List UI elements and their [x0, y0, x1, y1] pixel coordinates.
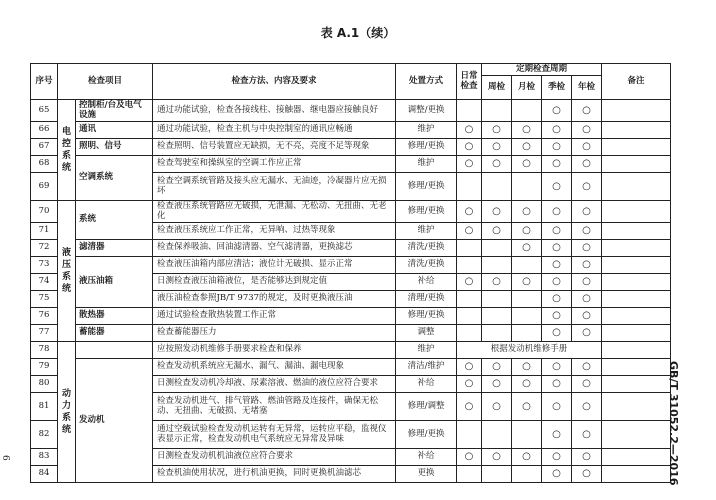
check-method: 日测检查发动机机油液位应符合要求: [153, 449, 396, 466]
circle-mark-icon: ○: [492, 451, 501, 463]
action: 清洁/维护: [396, 359, 457, 376]
remark-cell: [602, 274, 671, 291]
mark-monthly: [512, 466, 542, 483]
circle-mark-icon: ○: [522, 451, 531, 463]
mark-quarterly: [542, 359, 572, 376]
circle-mark-icon: ○: [492, 141, 501, 153]
circle-mark-icon: ○: [464, 400, 474, 412]
action: 维护: [396, 223, 457, 240]
row-number: 71: [31, 223, 58, 240]
circle-mark-icon: ○: [464, 276, 474, 288]
mark-quarterly: [542, 201, 572, 223]
mark-quarterly: [542, 393, 572, 421]
check-item: 发动机: [76, 359, 153, 483]
header-daily: 日常检查: [457, 64, 482, 100]
table-row: [31, 156, 671, 173]
mark-monthly: [512, 223, 542, 240]
mark-quarterly: [542, 240, 572, 257]
circle-mark-icon: ○: [492, 225, 501, 237]
table-row: [31, 122, 671, 139]
check-method: 检查照明、信号装置应无缺损，无不亮，亮度不足等现象: [153, 139, 396, 156]
row-number: 67: [31, 139, 58, 156]
mark-yearly: [572, 100, 602, 122]
mark-daily: [457, 100, 482, 122]
remark-cell: [602, 449, 671, 466]
circle-mark-icon: ○: [522, 158, 531, 170]
system-char: 液: [61, 247, 71, 258]
header-item: 检查项目: [58, 64, 153, 100]
mark-yearly: [572, 240, 602, 257]
circle-mark-icon: ○: [582, 428, 591, 440]
action: 维护: [396, 156, 457, 173]
circle-mark-icon: ○: [552, 225, 561, 237]
remark-cell: [602, 156, 671, 173]
check-method: 检查空调系统管路及接头应无漏水、无油迹，冷凝器片应无损坏: [153, 173, 396, 201]
remark-cell: [602, 308, 671, 325]
mark-daily: [457, 257, 482, 274]
mark-yearly: [572, 466, 602, 483]
mark-quarterly: [542, 466, 572, 483]
system-char: 系: [61, 413, 71, 423]
action: 补给: [396, 376, 457, 393]
check-method: 通过功能试验，检查各接线柱、接触器、继电器应接触良好: [153, 100, 396, 122]
header-yearly: 年检: [572, 76, 602, 100]
check-item: 照明、信号: [76, 139, 153, 156]
mark-monthly: [512, 100, 542, 122]
mark-weekly: [482, 325, 512, 342]
action: 调整: [396, 325, 457, 342]
circle-mark-icon: ○: [582, 327, 591, 339]
row-number: 81: [31, 393, 58, 421]
standard-number: GB/T 31052.2—2016: [667, 361, 680, 486]
mark-yearly: [572, 449, 602, 466]
mark-weekly: [482, 449, 512, 466]
mark-quarterly: [542, 325, 572, 342]
mark-daily: [457, 139, 482, 156]
header-remark: 备注: [602, 64, 671, 100]
check-method: 检查液压系统管路应无破损，无泄漏、无松动、无扭曲、无老化: [153, 201, 396, 223]
remark-cell: [602, 421, 671, 449]
circle-mark-icon: ○: [552, 104, 561, 116]
action: 修理/更换: [396, 139, 457, 156]
mark-quarterly: [542, 257, 572, 274]
circle-mark-icon: ○: [582, 104, 591, 116]
circle-mark-icon: ○: [552, 124, 561, 136]
circle-mark-icon: ○: [582, 225, 591, 237]
table-row: [31, 342, 671, 359]
circle-mark-icon: ○: [552, 293, 561, 305]
remark-cell: [602, 173, 671, 201]
mark-daily: [457, 308, 482, 325]
mark-daily: [457, 122, 482, 139]
remark-cell: [602, 393, 671, 421]
system-label-power: [58, 342, 76, 483]
action: 更换: [396, 466, 457, 483]
remark-cell: [602, 359, 671, 376]
circle-mark-icon: ○: [552, 205, 561, 217]
system-char: 统: [61, 425, 71, 436]
row-number: 77: [31, 325, 58, 342]
circle-mark-icon: ○: [492, 378, 501, 390]
mark-quarterly: [542, 122, 572, 139]
table-row: [31, 139, 671, 156]
mark-weekly: [482, 156, 512, 173]
mark-weekly: [482, 173, 512, 201]
mark-weekly: [482, 223, 512, 240]
mark-yearly: [572, 308, 602, 325]
mark-monthly: [512, 274, 542, 291]
mark-daily: [457, 376, 482, 393]
circle-mark-icon: ○: [522, 361, 531, 373]
mark-monthly: [512, 308, 542, 325]
row-number: 82: [31, 421, 58, 449]
circle-mark-icon: ○: [582, 400, 591, 412]
check-method: 检查驾驶室和操纵室的空调工作应正常: [153, 156, 396, 173]
action: 补给: [396, 449, 457, 466]
circle-mark-icon: ○: [582, 310, 591, 322]
check-method: 日测检查发动机冷却液、尿素溶液、燃油的液位应符合要求: [153, 376, 396, 393]
mark-weekly: [482, 466, 512, 483]
mark-weekly: [482, 376, 512, 393]
circle-mark-icon: ○: [582, 242, 591, 254]
circle-mark-icon: ○: [492, 124, 501, 136]
circle-mark-icon: ○: [582, 205, 591, 217]
circle-mark-icon: ○: [492, 361, 501, 373]
mark-yearly: [572, 122, 602, 139]
mark-weekly: [482, 139, 512, 156]
system-char: 控: [61, 138, 71, 149]
mark-weekly: [482, 393, 512, 421]
circle-mark-icon: ○: [552, 158, 561, 170]
mark-monthly: [512, 240, 542, 257]
action: 修理/调整: [396, 393, 457, 421]
circle-mark-icon: ○: [464, 225, 474, 237]
check-method: 日测检查液压油箱液位，是否能够达到规定值: [153, 274, 396, 291]
circle-mark-icon: ○: [522, 378, 531, 390]
header-action: 处置方式: [396, 64, 457, 100]
system-char: 力: [61, 400, 71, 411]
check-method: 检查发动机进气、排气管路、燃油管路及连接件，确保无松动、无扭曲、无破损、无堵塞: [153, 393, 396, 421]
circle-mark-icon: ○: [522, 225, 531, 237]
mark-weekly: [482, 359, 512, 376]
header-periodic: 定期检查周期: [482, 64, 602, 76]
remark-cell: [602, 342, 671, 359]
mark-daily: [457, 240, 482, 257]
mark-weekly: [482, 291, 512, 308]
check-method: 通过功能试验，检查主机与中央控制室的通讯应畅通: [153, 122, 396, 139]
mark-quarterly: [542, 156, 572, 173]
mark-monthly: [512, 201, 542, 223]
page-number: 6: [0, 455, 10, 461]
remark-cell: [602, 100, 671, 122]
mark-weekly: [482, 421, 512, 449]
circle-mark-icon: ○: [582, 361, 591, 373]
action: 维护: [396, 342, 457, 359]
header-quarterly: 季检: [542, 76, 572, 100]
mark-daily: [457, 291, 482, 308]
circle-mark-icon: ○: [552, 451, 561, 463]
circle-mark-icon: ○: [552, 361, 561, 373]
circle-mark-icon: ○: [582, 468, 591, 480]
row-number: 68: [31, 156, 58, 173]
mark-monthly: [512, 173, 542, 201]
mark-yearly: [572, 139, 602, 156]
row-number: 79: [31, 359, 58, 376]
circle-mark-icon: ○: [464, 205, 474, 217]
circle-mark-icon: ○: [552, 141, 561, 153]
system-char: 电: [61, 126, 71, 137]
mark-quarterly: [542, 308, 572, 325]
action: 维护: [396, 122, 457, 139]
table-title: 表 A.1（续）: [320, 26, 396, 40]
row-number: 72: [31, 240, 58, 257]
mark-yearly: [572, 223, 602, 240]
mark-monthly: [512, 139, 542, 156]
circle-mark-icon: ○: [582, 293, 591, 305]
mark-daily: [457, 421, 482, 449]
mark-quarterly: [542, 100, 572, 122]
inspection-table: [30, 63, 671, 483]
check-method: 检查蓄能器压力: [153, 325, 396, 342]
circle-mark-icon: ○: [522, 400, 531, 412]
remark-cell: [602, 376, 671, 393]
row-number: 76: [31, 308, 58, 325]
circle-mark-icon: ○: [464, 124, 474, 136]
circle-mark-icon: ○: [492, 276, 501, 288]
circle-mark-icon: ○: [552, 242, 561, 254]
mark-yearly: [572, 376, 602, 393]
circle-mark-icon: ○: [582, 259, 591, 271]
mark-yearly: [572, 325, 602, 342]
check-item: 系统: [76, 201, 153, 240]
mark-yearly: [572, 274, 602, 291]
mark-monthly: [512, 325, 542, 342]
system-char: 统: [61, 284, 71, 295]
circle-mark-icon: ○: [492, 400, 501, 412]
action: 补给: [396, 274, 457, 291]
mark-monthly: [512, 122, 542, 139]
circle-mark-icon: ○: [522, 205, 531, 217]
mark-quarterly: [542, 173, 572, 201]
check-item: 滤清器: [76, 240, 153, 257]
mark-quarterly: [542, 449, 572, 466]
row-number: 70: [31, 201, 58, 223]
system-char: 统: [61, 163, 71, 174]
mark-yearly: [572, 393, 602, 421]
system-char: 系: [61, 272, 71, 282]
circle-mark-icon: ○: [552, 310, 561, 322]
circle-mark-icon: ○: [582, 124, 591, 136]
remark-cell: [602, 466, 671, 483]
table-row: [31, 240, 671, 257]
mark-monthly: [512, 393, 542, 421]
check-item: [76, 342, 153, 359]
table-row: [31, 201, 671, 223]
system-char: 压: [61, 259, 71, 270]
mark-weekly: [482, 308, 512, 325]
circle-mark-icon: ○: [464, 378, 474, 390]
check-item: 通讯: [76, 122, 153, 139]
circle-mark-icon: ○: [522, 276, 531, 288]
action: 修理/更换: [396, 421, 457, 449]
remark-cell: [602, 240, 671, 257]
mark-quarterly: [542, 223, 572, 240]
check-method: 检查发动机系统应无漏水、漏气、漏油、漏电现象: [153, 359, 396, 376]
check-item: 蓄能器: [76, 325, 153, 342]
mark-daily: [457, 325, 482, 342]
remark-cell: [602, 122, 671, 139]
mark-yearly: [572, 421, 602, 449]
circle-mark-icon: ○: [582, 158, 591, 170]
mark-monthly: [512, 257, 542, 274]
row-number: 84: [31, 466, 58, 483]
row-number: 66: [31, 122, 58, 139]
mark-daily: [457, 449, 482, 466]
mark-yearly: [572, 173, 602, 201]
row-number: 78: [31, 342, 58, 359]
mark-daily: [457, 466, 482, 483]
remark-cell: [602, 325, 671, 342]
action: 清洗/更换: [396, 240, 457, 257]
mark-quarterly: [542, 291, 572, 308]
remark-cell: [602, 257, 671, 274]
system-label-electric: [58, 100, 76, 201]
remark-cell: [602, 223, 671, 240]
circle-mark-icon: ○: [552, 259, 561, 271]
mark-monthly: [512, 376, 542, 393]
circle-mark-icon: ○: [464, 451, 474, 463]
action: 修理/更换: [396, 173, 457, 201]
check-item: 液压油箱: [76, 257, 153, 308]
mark-weekly: [482, 201, 512, 223]
check-method: 检查保养吸油、回油滤清器、空气滤清器，更换滤芯: [153, 240, 396, 257]
row-number: 83: [31, 449, 58, 466]
header-seq: 序号: [31, 64, 58, 100]
table-row: [31, 100, 671, 122]
circle-mark-icon: ○: [464, 158, 474, 170]
circle-mark-icon: ○: [552, 468, 561, 480]
mark-yearly: [572, 257, 602, 274]
mark-daily: [457, 201, 482, 223]
check-method: 检查机油使用状况，进行机油更换，同时更换机油滤芯: [153, 466, 396, 483]
circle-mark-icon: ○: [552, 276, 561, 288]
circle-mark-icon: ○: [552, 428, 561, 440]
mark-daily: [457, 173, 482, 201]
mark-daily: [457, 359, 482, 376]
row-number: 65: [31, 100, 58, 122]
check-item: 空调系统: [76, 156, 153, 201]
action: 修理/更换: [396, 308, 457, 325]
circle-mark-icon: ○: [492, 205, 501, 217]
circle-mark-icon: ○: [552, 180, 561, 192]
circle-mark-icon: ○: [582, 451, 591, 463]
circle-mark-icon: ○: [522, 242, 531, 254]
mark-quarterly: [542, 139, 572, 156]
circle-mark-icon: ○: [492, 158, 501, 170]
row-number: 80: [31, 376, 58, 393]
action: 清理/更换: [396, 291, 457, 308]
row-number: 73: [31, 257, 58, 274]
circle-mark-icon: ○: [464, 141, 474, 153]
mark-monthly: [512, 291, 542, 308]
check-method: 通过试验检查散热装置工作正常: [153, 308, 396, 325]
action: 清洗/更换: [396, 257, 457, 274]
mark-monthly: [512, 449, 542, 466]
check-method: 检查液压系统应工作正常，无异响、过热等现象: [153, 223, 396, 240]
action: 修理/更换: [396, 201, 457, 223]
mark-weekly: [482, 240, 512, 257]
circle-mark-icon: ○: [552, 378, 561, 390]
check-item: 散热器: [76, 308, 153, 325]
circle-mark-icon: ○: [582, 378, 591, 390]
mark-yearly: [572, 291, 602, 308]
mark-quarterly: [542, 274, 572, 291]
action: 调整/更换: [396, 100, 457, 122]
mark-quarterly: [542, 376, 572, 393]
check-method: 应按照发动机维修手册要求检查和保养: [153, 342, 396, 359]
table-row: [31, 325, 671, 342]
table-row: [31, 308, 671, 325]
check-method: 检查液压油箱内部应清洁；液位计无破损、显示正常: [153, 257, 396, 274]
circle-mark-icon: ○: [582, 141, 591, 153]
mark-monthly: [512, 156, 542, 173]
mark-monthly: [512, 359, 542, 376]
circle-mark-icon: ○: [552, 327, 561, 339]
header-weekly: 周检: [482, 76, 512, 100]
circle-mark-icon: ○: [522, 124, 531, 136]
system-label-hydraulic: [58, 201, 76, 342]
mark-yearly: [572, 201, 602, 223]
mark-daily: [457, 274, 482, 291]
mark-weekly: [482, 122, 512, 139]
mark-monthly: [512, 421, 542, 449]
mark-weekly: [482, 274, 512, 291]
circle-mark-icon: ○: [552, 400, 561, 412]
row-number: 74: [31, 274, 58, 291]
circle-mark-icon: ○: [522, 141, 531, 153]
circle-mark-icon: ○: [464, 361, 474, 373]
mark-daily: [457, 393, 482, 421]
mark-weekly: [482, 257, 512, 274]
header-method: 检查方法、内容及要求: [153, 64, 396, 100]
remark-cell: [602, 139, 671, 156]
mark-yearly: [572, 359, 602, 376]
check-method: 通过空载试验检查发动机运转有无异常，运转应平稳，监视仪表显示正常，检查发动机电气系统应无异常及异味: [153, 421, 396, 449]
check-item: 控制柜/台及电气设施: [76, 100, 153, 122]
circle-mark-icon: ○: [582, 276, 591, 288]
check-method: 液压油检查参照JB/T 9737的规定，及时更换液压油: [153, 291, 396, 308]
mark-quarterly: [542, 421, 572, 449]
circle-mark-icon: ○: [582, 180, 591, 192]
row-number: 75: [31, 291, 58, 308]
remark-cell: [602, 201, 671, 223]
mark-yearly: [572, 156, 602, 173]
table-row: [31, 257, 671, 274]
mark-weekly: [482, 100, 512, 122]
system-char: 系: [61, 151, 71, 161]
table-row: [31, 359, 671, 376]
mark-daily: [457, 223, 482, 240]
cycle-note: 根据发动机维修手册: [457, 342, 602, 359]
mark-daily: [457, 156, 482, 173]
row-number: 69: [31, 173, 58, 201]
system-char: 动: [61, 388, 71, 399]
remark-cell: [602, 291, 671, 308]
header-monthly: 月检: [512, 76, 542, 100]
